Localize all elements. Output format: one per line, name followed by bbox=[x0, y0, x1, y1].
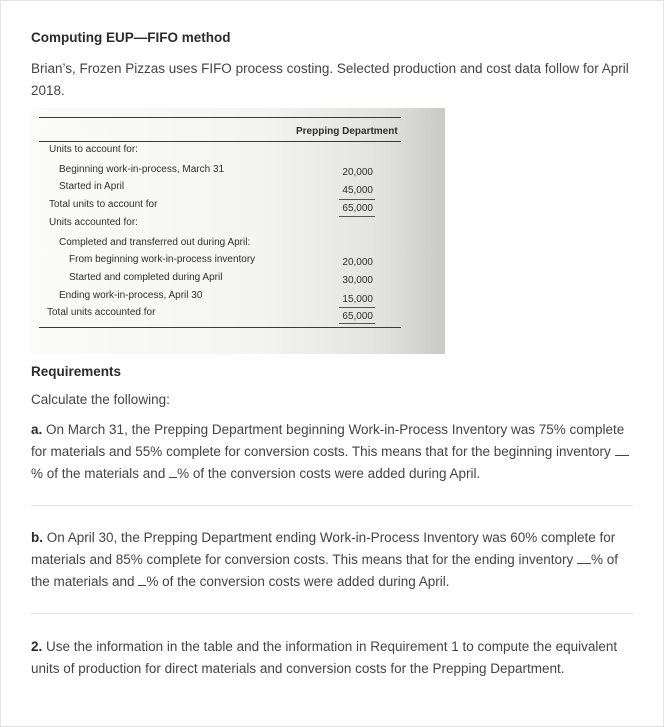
table-row-label: Units to account for: bbox=[49, 144, 138, 155]
table-bottom-rule bbox=[39, 327, 401, 328]
table-header-rule bbox=[39, 141, 401, 142]
requirement-2 bbox=[31, 636, 637, 680]
requirement-marker: a. bbox=[31, 422, 43, 437]
table-row-value: 20,000 bbox=[342, 167, 373, 178]
table-row-label: Total units accounted for bbox=[47, 307, 156, 318]
table-row-label: Started and completed during April bbox=[69, 272, 223, 283]
table-row-value: 45,000 bbox=[342, 185, 373, 196]
table-row-label: Total units to account for bbox=[49, 199, 158, 210]
total-underline bbox=[339, 216, 375, 217]
section-divider bbox=[31, 613, 633, 614]
table-row-value: 20,000 bbox=[342, 257, 373, 268]
conversion-percent-blank[interactable] bbox=[169, 465, 177, 478]
production-data-table bbox=[31, 108, 445, 354]
table-row-label: Ending work-in-process, April 30 bbox=[59, 290, 203, 301]
subtotal-underline bbox=[339, 307, 375, 308]
table-row-label: Units accounted for: bbox=[49, 217, 138, 228]
requirement-marker: 2. bbox=[31, 639, 43, 654]
table-row-value: 30,000 bbox=[342, 275, 373, 286]
requirement-a bbox=[31, 419, 637, 485]
table-row-label: From beginning work-in-process inventory bbox=[69, 254, 256, 265]
table-row-label: Completed and transferred out during April: bbox=[59, 237, 251, 248]
subtotal-underline bbox=[339, 199, 375, 200]
requirement-b-text-mid: % of the materials and bbox=[31, 552, 619, 589]
requirement-b bbox=[31, 527, 637, 593]
section-divider bbox=[31, 505, 633, 506]
requirement-b-text-end: % of the conversion costs were added during April. bbox=[146, 574, 450, 589]
requirement-2-text: Use the information in the table and the information in Requirement 1 to compute the equivalent units of production for direct materials and conversion costs for the Prepping Department. bbox=[31, 639, 618, 676]
table-row-label: Started in April bbox=[59, 181, 125, 192]
requirements-heading: Requirements bbox=[31, 364, 122, 379]
table-top-rule bbox=[39, 117, 401, 118]
calculate-instruction: Calculate the following: bbox=[31, 392, 170, 407]
requirement-a-text-end: % of the conversion costs were added during April. bbox=[177, 466, 481, 481]
table-row-value: 15,000 bbox=[342, 294, 373, 305]
requirement-b-text: On April 30, the Prepping Department ending Work-in-Process Inventory was 60% complete for materials and 85% complete for conversion costs. This means that for the ending inventory bbox=[31, 530, 616, 567]
requirement-marker: b. bbox=[31, 530, 43, 545]
page-title: Computing EUP—FIFO method bbox=[31, 30, 231, 45]
materials-percent-blank[interactable] bbox=[577, 551, 591, 564]
intro-text: Brian’s, Frozen Pizzas uses FIFO process costing. Selected production and cost data follow for April 2018. bbox=[31, 61, 629, 98]
requirement-a-text: On March 31, the Prepping Department beginning Work-in-Process Inventory was 75% complete for materials and 55% complete for conversion costs. This means that for the beginning inventory bbox=[31, 422, 625, 459]
column-header: Prepping Department bbox=[296, 126, 398, 137]
requirement-a-text-mid: % of the materials and bbox=[31, 466, 166, 481]
table-row-label: Beginning work-in-process, March 31 bbox=[59, 164, 225, 175]
table-row-value: 65,000 bbox=[342, 311, 373, 322]
materials-percent-blank[interactable] bbox=[615, 443, 629, 456]
total-underline bbox=[339, 323, 375, 324]
table-row-value: 65,000 bbox=[342, 203, 373, 214]
